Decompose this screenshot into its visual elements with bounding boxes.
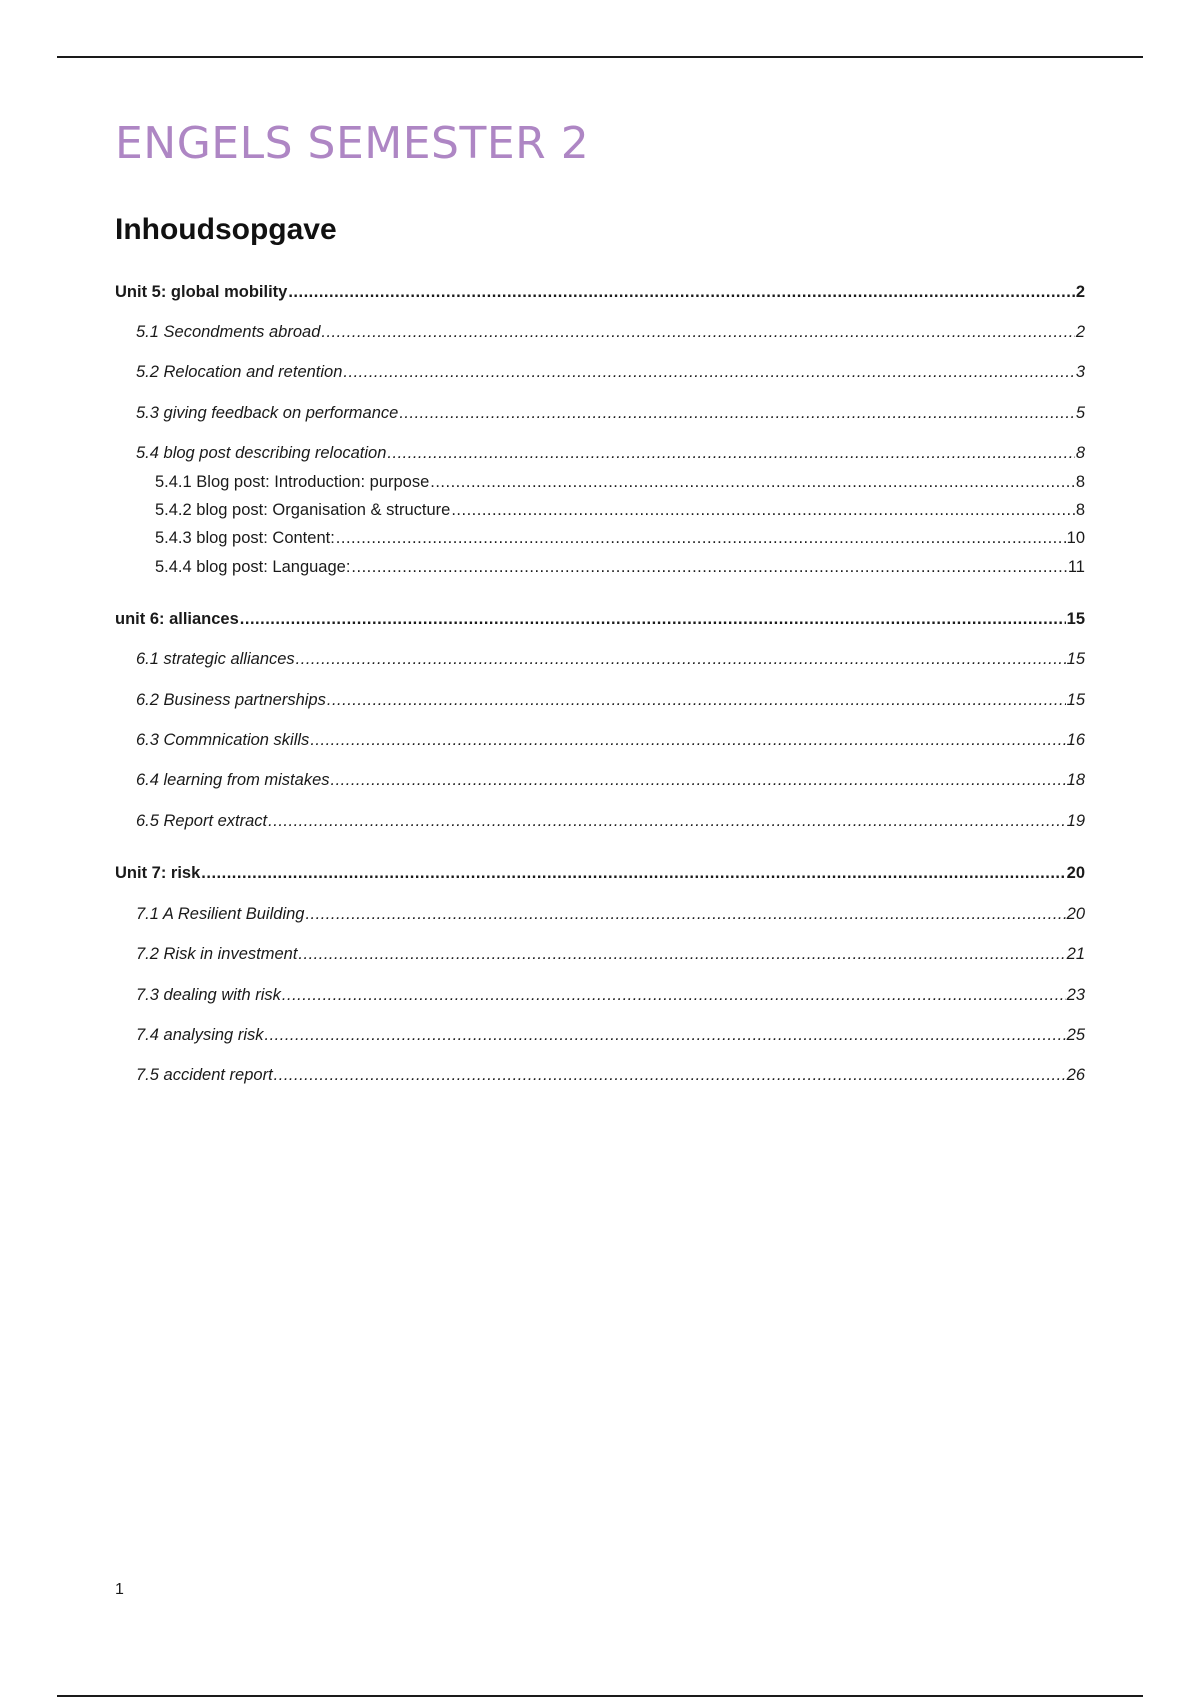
toc-entry-label: 7.1 A Resilient Building <box>136 905 305 923</box>
toc-leader-dots <box>296 648 1066 670</box>
toc-leader-dots <box>387 442 1074 464</box>
toc-entry[interactable] <box>115 1024 1085 1046</box>
toc-entry-label: 5.4.4 blog post: Language: <box>155 558 351 576</box>
toc-entry[interactable] <box>115 471 1085 493</box>
toc-entry-label: Unit 7: risk <box>115 864 201 882</box>
toc-leader-dots <box>305 903 1065 925</box>
toc-entry-label: unit 6: alliances <box>115 610 239 628</box>
toc-leader-dots <box>240 608 1066 630</box>
toc-entry-page: 8 <box>1075 473 1085 491</box>
toc-entry[interactable] <box>115 1064 1085 1086</box>
page-number: 1 <box>115 1581 124 1598</box>
toc-leader-dots <box>282 984 1066 1006</box>
toc-entry-page: 20 <box>1066 864 1085 882</box>
toc-entry-label: 7.4 analysing risk <box>136 1026 264 1044</box>
toc-entry[interactable] <box>115 556 1085 578</box>
toc-entry[interactable] <box>115 361 1085 383</box>
toc-entry[interactable] <box>115 648 1085 670</box>
toc-entry-page: 15 <box>1066 650 1085 668</box>
toc-entry-label: 6.3 Commnication skills <box>136 731 310 749</box>
toc-entry-label: 7.3 dealing with risk <box>136 986 281 1004</box>
toc-entry-label: 5.2 Relocation and retention <box>136 363 343 381</box>
toc-entry-label: 5.4 blog post describing relocation <box>136 444 387 462</box>
toc-leader-dots <box>451 499 1074 521</box>
toc-entry-label: 5.4.3 blog post: Content: <box>155 529 335 547</box>
toc-entry-page: 18 <box>1066 771 1085 789</box>
toc-entry-page: 25 <box>1066 1026 1085 1044</box>
toc-leader-dots <box>288 281 1074 303</box>
toc-leader-dots <box>201 862 1065 884</box>
toc-entry[interactable] <box>115 281 1085 303</box>
toc-entry[interactable] <box>115 729 1085 751</box>
toc-entry-page: 15 <box>1066 610 1085 628</box>
toc-leader-dots <box>321 321 1074 343</box>
toc-entry[interactable] <box>115 943 1085 965</box>
toc-entry-page: 2 <box>1075 323 1085 341</box>
toc-leader-dots <box>264 1024 1065 1046</box>
toc-entry[interactable] <box>115 810 1085 832</box>
toc-entry-page: 23 <box>1066 986 1085 1004</box>
toc-leader-dots <box>351 556 1066 578</box>
toc-entry-page: 8 <box>1075 501 1085 519</box>
toc-leader-dots <box>310 729 1065 751</box>
toc-entry-page: 16 <box>1066 731 1085 749</box>
toc-entry-label: 6.5 Report extract <box>136 812 268 830</box>
toc-entry-page: 11 <box>1067 558 1085 576</box>
toc-entry-page: 21 <box>1066 945 1085 963</box>
toc-entry-page: 5 <box>1075 404 1085 422</box>
toc-entry[interactable] <box>115 903 1085 925</box>
toc-entry-label: 5.4.1 Blog post: Introduction: purpose <box>155 473 430 491</box>
toc-entry[interactable] <box>115 442 1085 464</box>
toc-entry-label: 5.1 Secondments abroad <box>136 323 321 341</box>
toc-entry[interactable] <box>115 984 1085 1006</box>
toc-entry-page: 19 <box>1066 812 1085 830</box>
toc-entry-page: 15 <box>1066 691 1085 709</box>
toc-entry-label: 6.4 learning from mistakes <box>136 771 330 789</box>
toc-leader-dots <box>430 471 1075 493</box>
toc-leader-dots <box>399 402 1074 424</box>
toc-entry-page: 10 <box>1066 529 1085 547</box>
toc-leader-dots <box>298 943 1065 965</box>
toc-entry-page: 20 <box>1066 905 1085 923</box>
toc-entry-label: Unit 5: global mobility <box>115 283 288 301</box>
table-of-contents <box>115 0 1085 1100</box>
toc-entry-label: 6.2 Business partnerships <box>136 691 326 709</box>
toc-entry-label: 7.5 accident report <box>136 1066 273 1084</box>
toc-entry[interactable] <box>115 608 1085 630</box>
toc-entry-label: 5.3 giving feedback on performance <box>136 404 399 422</box>
document-title: ENGELS SEMESTER 2 <box>115 118 590 169</box>
toc-entry-label: 7.2 Risk in investment <box>136 945 298 963</box>
footer-rule <box>57 1695 1143 1697</box>
toc-entry[interactable] <box>115 499 1085 521</box>
toc-leader-dots <box>274 1064 1066 1086</box>
toc-entry-page: 8 <box>1075 444 1085 462</box>
toc-entry[interactable] <box>115 321 1085 343</box>
toc-entry[interactable] <box>115 769 1085 791</box>
toc-leader-dots <box>268 810 1065 832</box>
toc-entry-page: 26 <box>1066 1066 1085 1084</box>
toc-entry[interactable] <box>115 862 1085 884</box>
toc-leader-dots <box>336 527 1066 549</box>
toc-entry[interactable] <box>115 527 1085 549</box>
toc-entry-page: 2 <box>1075 283 1085 301</box>
toc-entry-label: 5.4.2 blog post: Organisation & structure <box>155 501 451 519</box>
toc-entry-page: 3 <box>1075 363 1085 381</box>
toc-entry[interactable] <box>115 402 1085 424</box>
toc-heading: Inhoudsopgave <box>115 213 337 246</box>
toc-entry-label: 6.1 strategic alliances <box>136 650 295 668</box>
toc-leader-dots <box>327 689 1066 711</box>
toc-leader-dots <box>331 769 1066 791</box>
toc-leader-dots <box>343 361 1074 383</box>
toc-entry[interactable] <box>115 689 1085 711</box>
